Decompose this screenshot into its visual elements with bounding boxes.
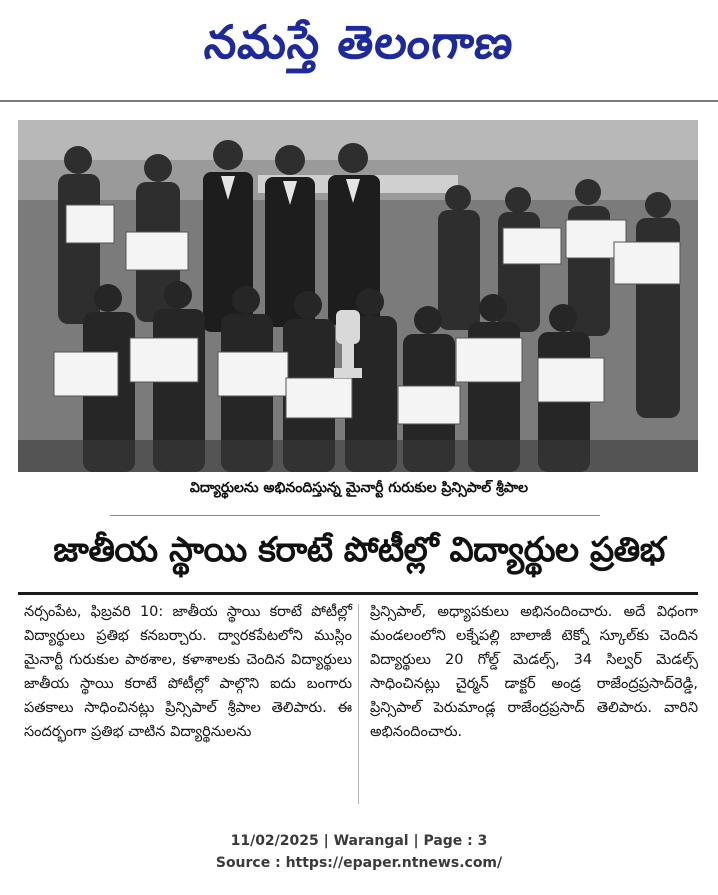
masthead-divider — [0, 100, 718, 102]
masthead — [0, 0, 718, 96]
photo-caption: విద్యార్థులను అభినందిస్తున్న మైనార్టీ గురుకుల ప్రిన్సిపాల్ శ్రీపాల — [189, 480, 529, 496]
article-headline: జాతీయ స్థాయి కరాటే పోటీల్లో విద్యార్థుల ప్రతిభ — [53, 530, 665, 570]
news-photo — [18, 120, 698, 472]
caption-divider — [110, 515, 600, 516]
source-link[interactable]: Source : https://epaper.ntnews.com/ — [215, 855, 503, 871]
column-divider — [358, 604, 359, 804]
headline-divider — [18, 592, 698, 595]
article-column-right: ప్రిన్సిపాల్, అధ్యాపకులు అభినందించారు. అదే విధంగా మండలంలోని లక్నేపల్లి బాలాజీ టెక్నో స్కూల్‌కు చెందిన విద్యార్థులు 20 గోల్డ్ మెడల్స్, 34 సిల్వర్ మెడల్స్ సాధించినట్లు చైర్మన్ డాక్టర్ అండ్ర రాజేంద్రప్రసాద్‌రెడ్డి, ప్రిన్సిపాల్ పెరుమాండ్ల రాజేంద్రప్రసాద్ తెలిపారు. వారిని అభినందించారు. — [370, 604, 698, 740]
article-column-left: నర్సంపేట, ఫిబ్రవరి 10: జాతీయ స్థాయి కరాటే పోటీల్లో విద్యార్థులు ప్రతిభ కనబర్చారు. ద్వారకపేటలోని ముస్లిం మైనార్టీ గురుకుల పాఠశాల, కళాశాలకు చెందిన విద్యార్థులు జాతీయ స్థాయి కరాటే పోటీల్లో పాల్గొని ఐదు బంగారు పతకాలు సాధించినట్లు ప్రిన్సిపాల్ శ్రీపాల తెలిపారు. ఈ సందర్భంగా ప్రతిభ చాటిన విద్యార్థినులను — [24, 604, 352, 740]
newspaper-logo: నమస్తే తెలంగాణ — [202, 15, 518, 69]
edition-info: 11/02/2025 | Warangal | Page : 3 — [230, 833, 488, 849]
page-footer — [0, 830, 718, 874]
